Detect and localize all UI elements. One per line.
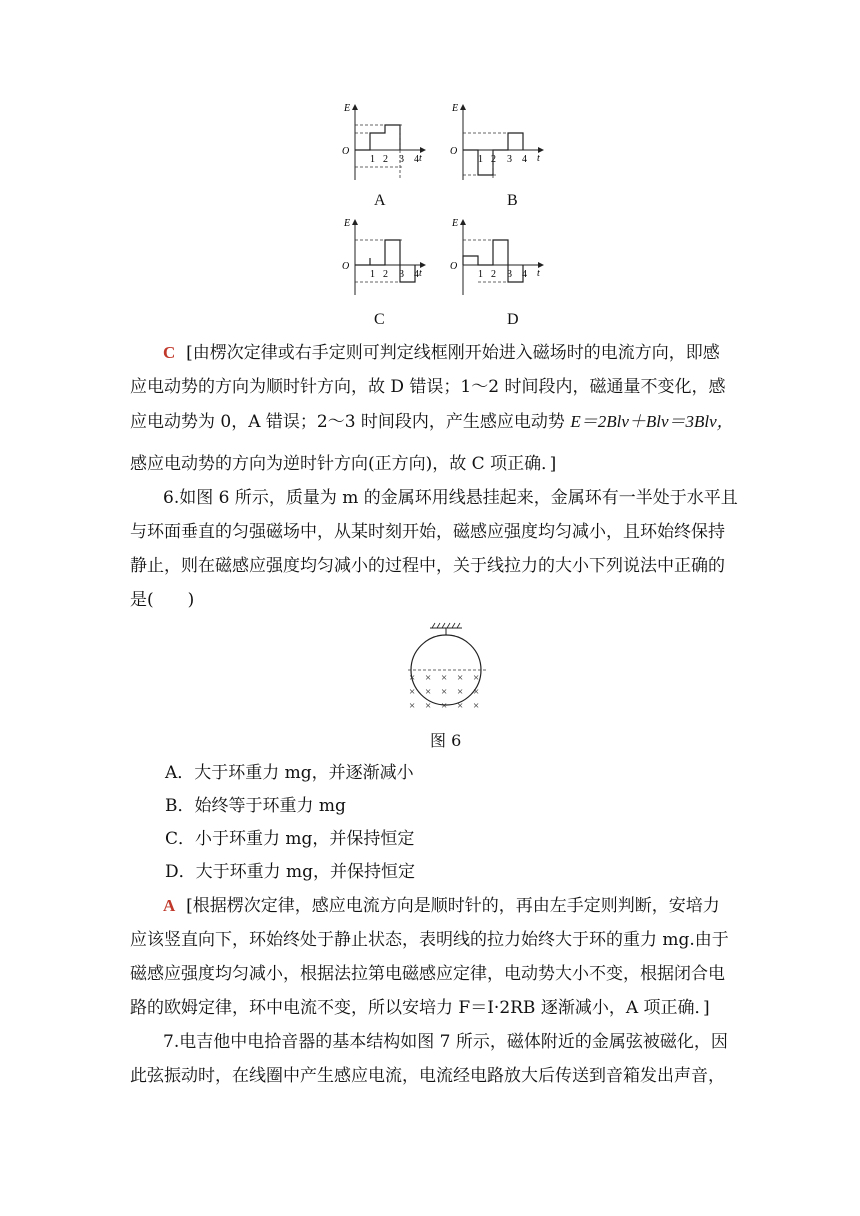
- figure-6-ring: [400, 620, 500, 715]
- graph-a: [342, 103, 425, 180]
- tick-label: 1: [478, 269, 483, 280]
- graph-label-a: A: [374, 192, 386, 209]
- axis-t-label: t: [537, 153, 540, 164]
- field-cross-mark: ×: [409, 700, 416, 712]
- graph-label-c: C: [374, 311, 385, 328]
- field-cross-mark: ×: [457, 672, 464, 684]
- field-cross-mark: ×: [473, 672, 480, 684]
- q5-explanation-line-3: [130, 411, 734, 433]
- q6-explanation-line-2: 应该竖直向下，环始终处于静止状态，表明线的拉力始终大于环的重力 mg.由于: [130, 930, 729, 950]
- tick-label: 3: [399, 269, 404, 280]
- q5-explanation-line-4: 感应电动势的方向为逆时针方向(正方向)，故 C 项正确．]: [130, 454, 557, 474]
- q6-option-d: D．大于环重力 mg，并保持恒定: [165, 862, 416, 882]
- q5-text-1: [由楞次定律或右手定则可判定线框刚开始进入磁场时的电流方向，即感: [186, 343, 720, 363]
- graph-c: [342, 218, 425, 295]
- origin-label: O: [450, 146, 458, 157]
- field-cross-mark: ×: [457, 700, 464, 712]
- q7-stem-line-2: 此弦振动时，在线圈中产生感应电流，电流经电路放大后传送到音箱发出声音，: [130, 1066, 725, 1086]
- q5-explanation-line-1: [163, 342, 763, 364]
- q6-explanation-line-1: [163, 895, 763, 917]
- q6-stem-line-3: 静止，则在磁感应强度均匀减小的过程中，关于线拉力的大小下列说法中正确的: [130, 556, 725, 576]
- axis-e-label: E: [344, 218, 351, 229]
- figure-6-caption: 图 6: [430, 731, 462, 750]
- tick-label: 4: [414, 154, 419, 165]
- tick-label: 3: [507, 154, 512, 165]
- tick-label: 4: [522, 269, 527, 280]
- tick-label: 2: [383, 154, 388, 165]
- field-cross-mark: ×: [441, 700, 448, 712]
- field-cross-mark: ×: [473, 700, 480, 712]
- tick-label: 1: [370, 269, 375, 280]
- origin-label: O: [342, 146, 350, 157]
- axis-e-label: E: [452, 218, 459, 229]
- graph-options-figure: [330, 95, 570, 310]
- origin-label: O: [450, 261, 458, 272]
- origin-label: O: [342, 261, 350, 272]
- field-cross-mark: ×: [409, 686, 416, 698]
- tick-label: 1: [370, 154, 375, 165]
- q6-option-b: B．始终等于环重力 mg: [165, 796, 346, 816]
- tick-label: 2: [383, 269, 388, 280]
- tick-label: 2: [491, 269, 496, 280]
- graph-d: [450, 218, 543, 295]
- field-cross-mark: ×: [473, 686, 480, 698]
- tick-label: 3: [399, 154, 404, 165]
- graph-label-b: B: [507, 192, 518, 209]
- tick-label: 4: [414, 269, 419, 280]
- q6-stem-line-2: 与环面垂直的匀强磁场中，从某时刻开始，磁感应强度均匀减小，且环始终保持: [130, 522, 725, 542]
- axis-t-label: t: [419, 268, 422, 279]
- axis-e-label: E: [452, 103, 459, 114]
- graph-b: [450, 103, 543, 180]
- field-cross-mark: ×: [409, 672, 416, 684]
- q6-stem-line-4: 是( ): [130, 590, 195, 610]
- tick-label: 3: [507, 269, 512, 280]
- graph-label-d: D: [507, 311, 519, 328]
- q7-stem-line-1: 7.电吉他中电拾音器的基本结构如图 7 所示，磁体附近的金属弦被磁化，因: [163, 1032, 728, 1052]
- q6-stem-line-1: 6.如图 6 所示，质量为 m 的金属环用线悬挂起来，金属环有一半处于水平且: [163, 488, 738, 508]
- tick-label: 4: [522, 154, 527, 165]
- axis-t-label: t: [537, 268, 540, 279]
- q6-option-c: C．小于环重力 mg，并保持恒定: [165, 829, 415, 849]
- q6-option-a: A．大于环重力 mg，并逐渐减小: [165, 763, 414, 783]
- q5-explanation-line-2: 应电动势的方向为顺时针方向，故 D 错误；1～2 时间段内，磁通量不变化，感: [130, 377, 726, 397]
- tick-label: 2: [491, 154, 496, 165]
- q6-answer: A: [163, 896, 176, 915]
- q5-text-3: 应电动势为 0，A 错误；2～3 时间段内，产生感应电动势: [130, 412, 571, 432]
- q6-text-1: [根据楞次定律，感应电流方向是顺时针的，再由左手定则判断，安培力: [186, 896, 720, 916]
- tick-label: 1: [478, 154, 483, 165]
- field-cross-mark: ×: [425, 700, 432, 712]
- field-cross-mark: ×: [457, 686, 464, 698]
- q5-formula: E＝2Blv＋Blv＝3Blv，: [570, 412, 734, 431]
- field-cross-mark: ×: [441, 686, 448, 698]
- field-cross-mark: ×: [441, 672, 448, 684]
- axis-t-label: t: [419, 153, 422, 164]
- q6-explanation-line-4: 路的欧姆定律，环中电流不变，所以安培力 F＝I·2RB 逐渐减小，A 项正确．]: [130, 998, 710, 1018]
- field-cross-mark: ×: [425, 686, 432, 698]
- q6-explanation-line-3: 磁感应强度均匀减小，根据法拉第电磁感应定律，电动势大小不变，根据闭合电: [130, 964, 725, 984]
- field-cross-mark: ×: [425, 672, 432, 684]
- q5-answer: C: [163, 343, 176, 362]
- axis-e-label: E: [344, 103, 351, 114]
